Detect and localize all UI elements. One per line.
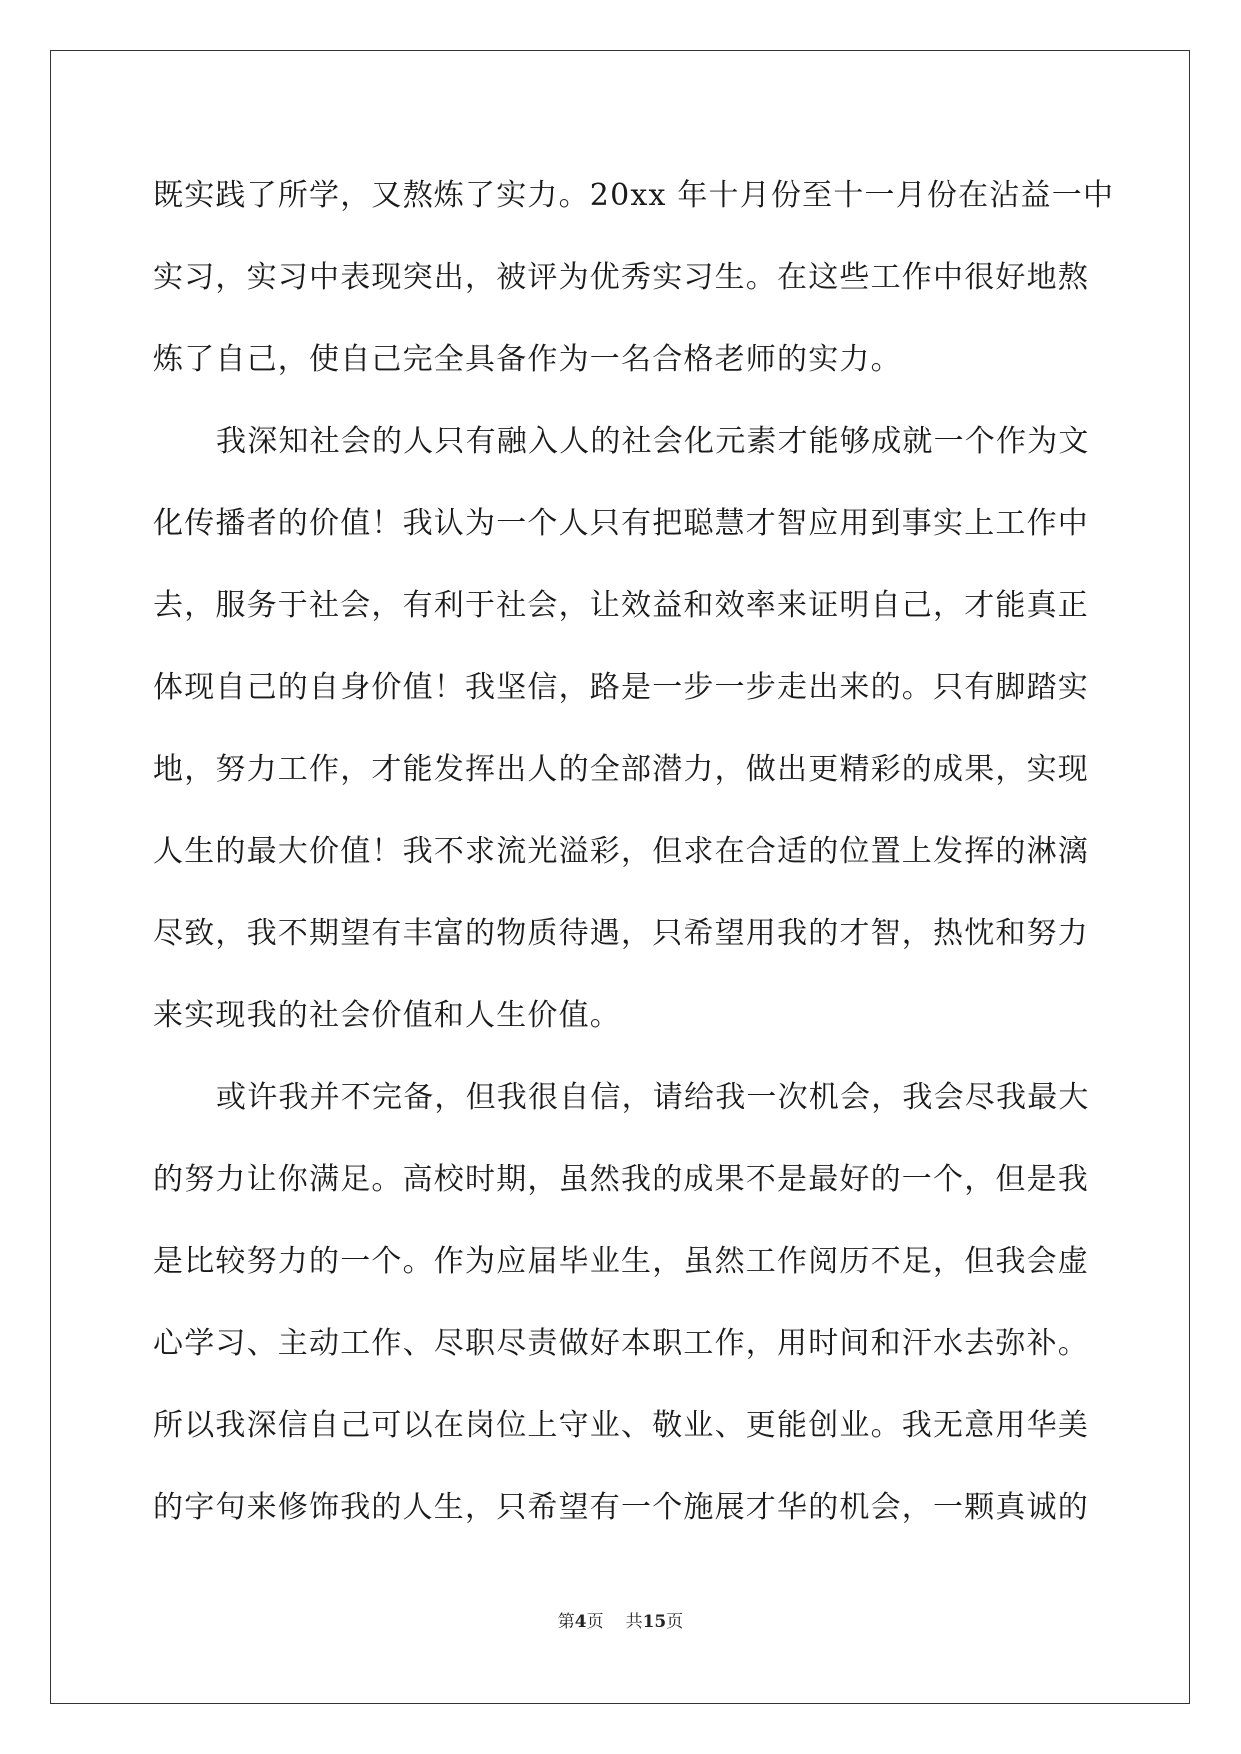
text-line: 去，服务于社会，有利于社会，让效益和效率来证明自己，才能真正 [153, 588, 1089, 623]
text-line: 所以我深信自己可以在岗位上守业、敬业、更能创业。我无意用华美 [153, 1408, 1089, 1443]
page-footer [0, 1607, 1241, 1632]
text-line: 人生的最大价值！我不求流光溢彩，但求在合适的位置上发挥的淋漓 [153, 834, 1089, 869]
paragraph-start-line: 或许我并不完备，但我很自信，请给我一次机会，我会尽我最大 [216, 1080, 1090, 1115]
text-line: 的努力让你满足。高校时期，虽然我的成果不是最好的一个，但是我 [153, 1162, 1089, 1197]
text-line: 尽致，我不期望有丰富的物质待遇，只希望用我的才智，热忱和努力 [153, 916, 1089, 951]
paragraph-start-line: 我深知社会的人只有融入人的社会化元素才能够成就一个作为文 [216, 424, 1090, 459]
text-line: 地，努力工作，才能发挥出人的全部潜力，做出更精彩的成果，实现 [153, 752, 1089, 787]
text-line: 体现自己的自身价值！我坚信，路是一步一步走出来的。只有脚踏实 [153, 670, 1089, 705]
page-total: 15 [642, 1612, 667, 1632]
page-number: 4 [574, 1612, 587, 1632]
text-line: 炼了自己，使自己完全具备作为一名合格老师的实力。 [153, 342, 902, 377]
page-prefix: 第 [557, 1612, 575, 1632]
text-line: 来实现我的社会价值和人生价值。 [153, 998, 621, 1033]
text-line: 实习，实习中表现突出，被评为优秀实习生。在这些工作中很好地熬 [153, 260, 1089, 295]
total-suffix: 页 [666, 1612, 684, 1632]
text-line: 心学习、主动工作、尽职尽责做好本职工作，用时间和汗水去弥补。 [153, 1326, 1089, 1361]
text-line: 化传播者的价值！我认为一个人只有把聪慧才智应用到事实上工作中 [153, 506, 1089, 541]
total-prefix: 共 [625, 1612, 643, 1632]
text-line: 是比较努力的一个。作为应届毕业生，虽然工作阅历不足，但我会虚 [153, 1244, 1089, 1279]
text-line: 既实践了所学，又熬炼了实力。20xx 年十月份至十一月份在沾益一中 [153, 178, 1115, 213]
document-body [153, 155, 1115, 1549]
text-line: 的字句来修饰我的人生，只希望有一个施展才华的机会，一颗真诚的 [153, 1490, 1089, 1525]
page-suffix: 页 [586, 1612, 604, 1632]
